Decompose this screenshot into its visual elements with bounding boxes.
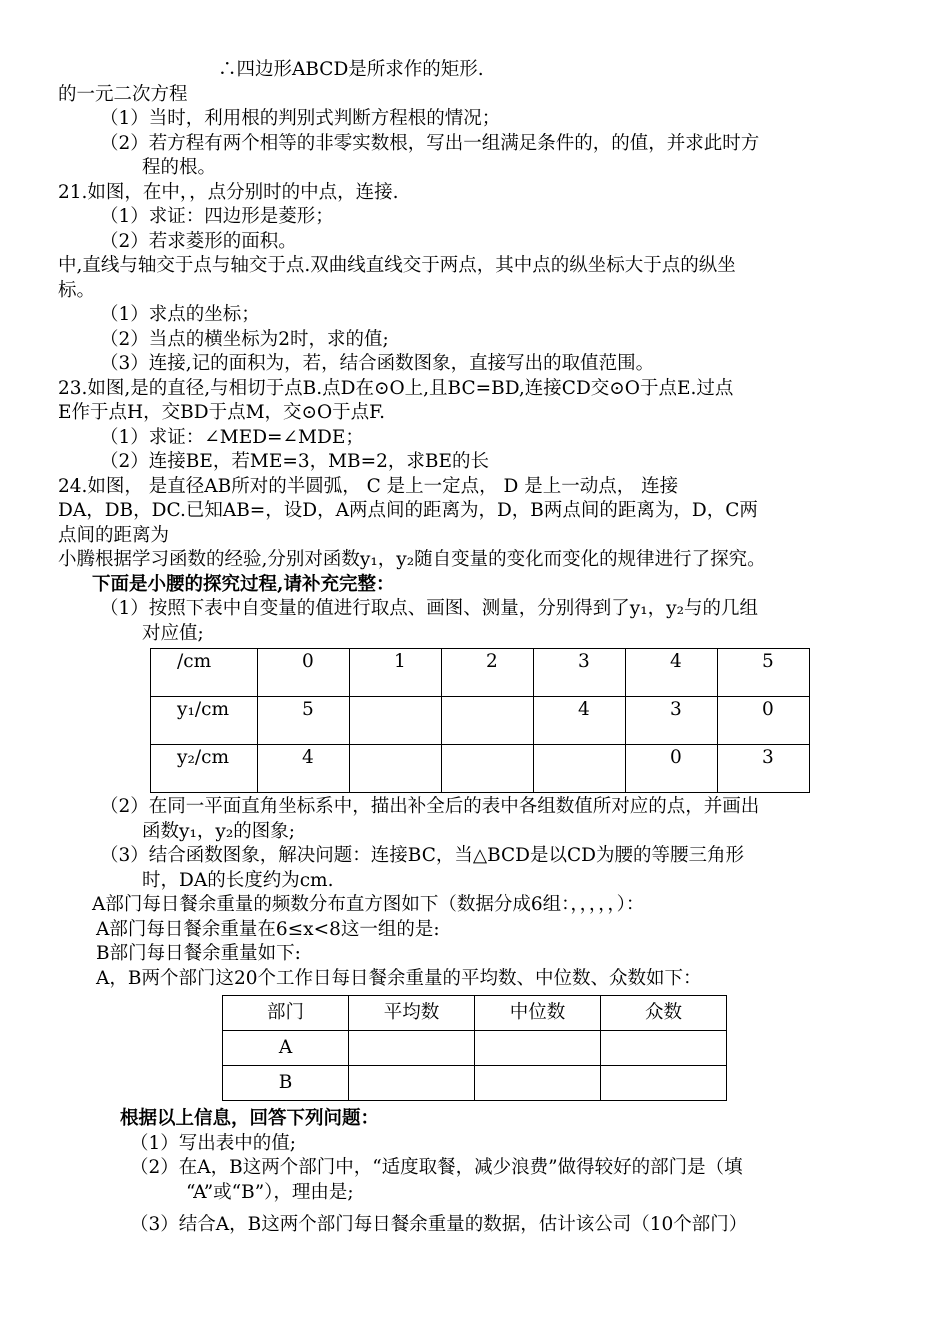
q21-part2: （2）若求菱形的面积。 xyxy=(100,230,297,252)
stats-intro: A，B两个部门这20个工作日每日餐余重量的平均数、中位数、众数如下： xyxy=(96,967,702,989)
table-cell xyxy=(442,697,534,745)
q20-part2-line1: （2）若方程有两个相等的非零实数根，写出一组满足条件的，的值，并求此时方 xyxy=(100,132,760,154)
q23-stem-line1: 23.如图,是的直径,与相切于点B.点D在⊙O上,且BC=BD,连接CD交⊙O于点E.过点 xyxy=(58,377,734,399)
table-cell: 1 xyxy=(350,649,442,697)
q21-part1: （1）求证：四边形是菱形； xyxy=(100,206,334,227)
table-cell xyxy=(601,1066,727,1101)
q24-stem-line3: 点间的距离为 xyxy=(58,524,170,546)
dept-a-histogram-intro: A部门每日餐余重量的频数分布直方图如下（数据分成6组：，，，，，）： xyxy=(92,894,645,915)
final-part3: （3）结合A，B这两个部门每日餐余重量的数据，估计该公司（10个部门） xyxy=(130,1214,748,1235)
q24-part3-line1: （3）结合函数图象，解决问题：连接BC，当△BCD是以CD为腰的等腰三角形 xyxy=(100,845,745,866)
values-table xyxy=(150,648,810,793)
table-cell: A xyxy=(223,1031,349,1066)
final-part2-line2: “A”或“B”），理由是; xyxy=(186,1181,354,1203)
questions-heading: 根据以上信息，回答下列问题： xyxy=(120,1108,380,1129)
q22-part2: （2）当点的横坐标为2时，求的值; xyxy=(100,328,389,350)
table-cell: 0 xyxy=(258,649,350,697)
table-cell: 3 xyxy=(626,697,718,745)
q24-exploration-intro: 小腾根据学习函数的经验,分别对函数y₁，y₂随自变量的变化而变化的规律进行了探究。 xyxy=(58,549,766,570)
table-cell xyxy=(601,1031,727,1066)
q24-stem-line1: 24.如图， 是直径AB所对的半圆弧， C 是上一定点， D 是上一动点， 连接 xyxy=(58,475,679,497)
dept-a-group-line: A部门每日餐余重量在6≤x<8这一组的是: xyxy=(96,918,440,940)
table-cell xyxy=(475,1031,601,1066)
table-cell: /cm xyxy=(151,649,258,697)
table-cell: 部门 xyxy=(223,996,349,1031)
table-cell: B xyxy=(223,1066,349,1101)
q24-part3-line2: 时，DA的长度约为cm. xyxy=(142,869,334,891)
table-cell: 5 xyxy=(718,649,810,697)
q24-part1-line1: （1）按照下表中自变量的值进行取点、画图、测量，分别得到了y₁，y₂与的几组 xyxy=(100,598,759,619)
q22-stem-line1: 中,直线与轴交于点与轴交于点.双曲线直线交于两点，其中点的纵坐标大于点的纵坐 xyxy=(58,255,736,276)
table-row xyxy=(151,745,810,793)
document-page xyxy=(58,58,898,1238)
dept-b-intro: B部门每日餐余重量如下: xyxy=(96,943,301,964)
final-part1: （1）写出表中的值; xyxy=(130,1132,297,1154)
table-cell xyxy=(350,745,442,793)
q20-part2-line2: 程的根。 xyxy=(142,157,217,178)
q24-part2-line1: （2）在同一平面直角坐标系中，描出补全后的表中各组数值所对应的点，并画出 xyxy=(100,796,760,817)
q23-part1: （1）求证：∠MED=∠MDE； xyxy=(100,426,364,448)
table-cell: 众数 xyxy=(601,996,727,1031)
table-cell: y₁/cm xyxy=(151,697,258,745)
table-cell xyxy=(442,745,534,793)
table-row xyxy=(223,1066,727,1101)
table-cell: 3 xyxy=(534,649,626,697)
table-cell: y₂/cm xyxy=(151,745,258,793)
table-cell: 2 xyxy=(442,649,534,697)
q24-part2-line2: 函数y₁，y₂的图象; xyxy=(142,820,295,842)
q20-part1: （1）当时，利用根的判别式判断方程根的情况； xyxy=(100,108,501,129)
q24-part1-line2: 对应值; xyxy=(142,622,204,644)
table-cell: 0 xyxy=(626,745,718,793)
table-cell xyxy=(350,697,442,745)
table-cell: 0 xyxy=(718,697,810,745)
q21-stem: 21.如图，在中，，点分别时的中点，连接. xyxy=(58,181,399,203)
table-cell: 4 xyxy=(258,745,350,793)
q24-stem-line2: DA，DB，DC.已知AB=，设D，A两点间的距离为，D，B两点间的距离为，D，C两 xyxy=(58,500,758,521)
table-cell: 中位数 xyxy=(475,996,601,1031)
q22-part3: （3）连接,记的面积为，若，结合函数图象，直接写出的取值范围。 xyxy=(100,353,655,374)
q22-part1: （1）求点的坐标； xyxy=(100,304,260,325)
q24-instruction: 下面是小腰的探究过程,请补充完整： xyxy=(92,573,395,595)
q23-stem-line2: E作于点H，交BD于点M，交⊙O于点F. xyxy=(58,402,386,423)
table-cell xyxy=(349,1031,475,1066)
table-row xyxy=(151,697,810,745)
equation-intro: 的一元二次方程 xyxy=(58,83,188,105)
q22-stem-line2: 标。 xyxy=(58,279,96,301)
table-cell xyxy=(534,745,626,793)
q23-part2: （2）连接BE，若ME=3，MB=2，求BE的长 xyxy=(100,451,489,472)
table-row xyxy=(223,996,727,1031)
table-row xyxy=(223,1031,727,1066)
table-cell: 3 xyxy=(718,745,810,793)
table-row xyxy=(151,649,810,697)
conclusion-line: ∴四边形ABCD是所求作的矩形. xyxy=(218,59,484,80)
final-part2-line1: （2）在A，B这两个部门中，“适度取餐，减少浪费”做得较好的部门是（填 xyxy=(130,1157,743,1178)
table-cell xyxy=(349,1066,475,1101)
table-cell: 4 xyxy=(534,697,626,745)
table-cell: 平均数 xyxy=(349,996,475,1031)
stats-table xyxy=(222,995,727,1101)
table-cell: 4 xyxy=(626,649,718,697)
table-cell xyxy=(475,1066,601,1101)
table-cell: 5 xyxy=(258,697,350,745)
